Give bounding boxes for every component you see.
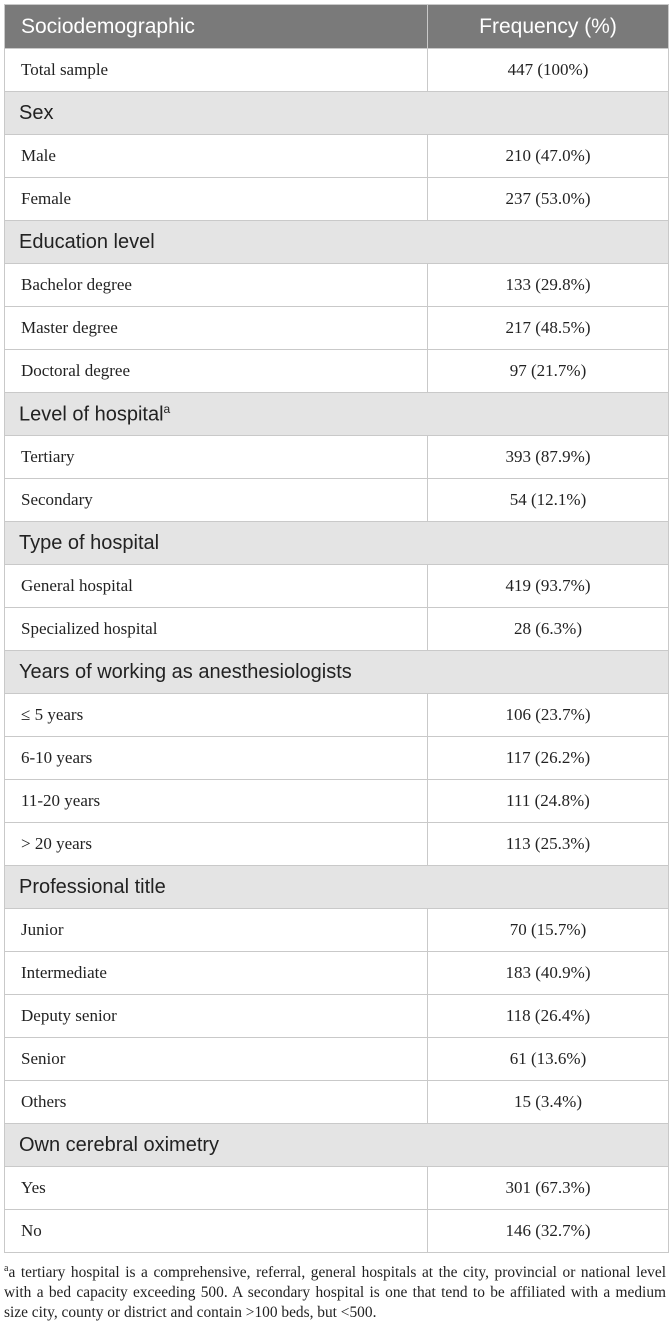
section-title-text: Level of hospital: [19, 403, 164, 426]
table-row: [5, 1081, 669, 1124]
table-footnote: [4, 1259, 668, 1323]
section-title: [5, 393, 669, 436]
row-label: Yes: [5, 1167, 428, 1210]
row-value: 217 (48.5%): [428, 307, 669, 350]
section-header-row: [5, 393, 669, 436]
total-row: [5, 49, 669, 92]
row-value: 70 (15.7%): [428, 909, 669, 952]
section-title: [5, 92, 669, 135]
row-label: Female: [5, 178, 428, 221]
row-value: 117 (26.2%): [428, 737, 669, 780]
row-value: 210 (47.0%): [428, 135, 669, 178]
table-row: [5, 479, 669, 522]
section-header-row: [5, 866, 669, 909]
table-row: [5, 995, 669, 1038]
row-value: 419 (93.7%): [428, 565, 669, 608]
row-value: 133 (29.8%): [428, 264, 669, 307]
section-title: [5, 651, 669, 694]
section-title-text: Type of hospital: [19, 531, 160, 554]
section-title-text: Years of working as anesthesiologists: [19, 660, 352, 683]
footnote-marker: a: [4, 1263, 9, 1274]
table-row: [5, 909, 669, 952]
table-row: [5, 436, 669, 479]
row-label: Deputy senior: [5, 995, 428, 1038]
table-row: [5, 823, 669, 866]
table-row: [5, 1038, 669, 1081]
row-label: > 20 years: [5, 823, 428, 866]
row-value: 15 (3.4%): [428, 1081, 669, 1124]
section-header-row: [5, 1124, 669, 1167]
table-row: [5, 737, 669, 780]
table-row: [5, 1210, 669, 1253]
table-row: [5, 135, 669, 178]
row-label: 11-20 years: [5, 780, 428, 823]
header-frequency: Frequency (%): [428, 5, 669, 49]
row-value: 54 (12.1%): [428, 479, 669, 522]
row-value: 118 (26.4%): [428, 995, 669, 1038]
row-value: 447 (100%): [428, 49, 669, 92]
table-row: [5, 264, 669, 307]
row-value: 393 (87.9%): [428, 436, 669, 479]
section-title-text: Education level: [19, 230, 155, 253]
section-title: [5, 1124, 669, 1167]
row-label: Secondary: [5, 479, 428, 522]
row-value: 97 (21.7%): [428, 350, 669, 393]
row-label: Doctoral degree: [5, 350, 428, 393]
row-label: No: [5, 1210, 428, 1253]
section-title-text: Own cerebral oximetry: [19, 1133, 220, 1156]
section-header-row: [5, 651, 669, 694]
row-label: ≤ 5 years: [5, 694, 428, 737]
row-value: 113 (25.3%): [428, 823, 669, 866]
row-label: Junior: [5, 909, 428, 952]
section-header-row: [5, 92, 669, 135]
table-row: [5, 565, 669, 608]
row-label: Tertiary: [5, 436, 428, 479]
section-header-row: [5, 221, 669, 264]
row-value: 61 (13.6%): [428, 1038, 669, 1081]
row-label: Others: [5, 1081, 428, 1124]
row-label: Male: [5, 135, 428, 178]
row-label: Specialized hospital: [5, 608, 428, 651]
table-row: [5, 952, 669, 995]
row-value: 237 (53.0%): [428, 178, 669, 221]
table-row: [5, 178, 669, 221]
table-row: [5, 350, 669, 393]
section-title: [5, 221, 669, 264]
table-row: [5, 608, 669, 651]
section-title-sup: a: [163, 401, 171, 416]
row-label: 6-10 years: [5, 737, 428, 780]
row-value: 111 (24.8%): [428, 780, 669, 823]
table-row: [5, 307, 669, 350]
table-row: [5, 694, 669, 737]
row-value: 301 (67.3%): [428, 1167, 669, 1210]
row-label: Bachelor degree: [5, 264, 428, 307]
section-title: [5, 522, 669, 565]
row-label: Senior: [5, 1038, 428, 1081]
table-header-row: [5, 5, 669, 49]
section-header-row: [5, 522, 669, 565]
table-row: [5, 780, 669, 823]
section-title-text: Sex: [19, 101, 54, 124]
section-title-text: Professional title: [19, 875, 166, 898]
row-value: 183 (40.9%): [428, 952, 669, 995]
table-row: [5, 1167, 669, 1210]
row-value: 146 (32.7%): [428, 1210, 669, 1253]
row-label: Total sample: [5, 49, 428, 92]
row-value: 106 (23.7%): [428, 694, 669, 737]
table-container: [4, 4, 668, 1323]
header-sociodemographic: Sociodemographic: [5, 5, 428, 49]
row-label: Intermediate: [5, 952, 428, 995]
row-value: 28 (6.3%): [428, 608, 669, 651]
section-title: [5, 866, 669, 909]
row-label: Master degree: [5, 307, 428, 350]
footnote-text: a tertiary hospital is a comprehensive, referral, general hospitals at the city, provincial or national level with a bed capacity exceeding 500. A secondary hospital is one that tend to be affiliated with a medium size city, county or district and contain >100 beds, but <500.: [4, 1264, 666, 1322]
sociodemographic-table: [4, 4, 669, 1253]
row-label: General hospital: [5, 565, 428, 608]
